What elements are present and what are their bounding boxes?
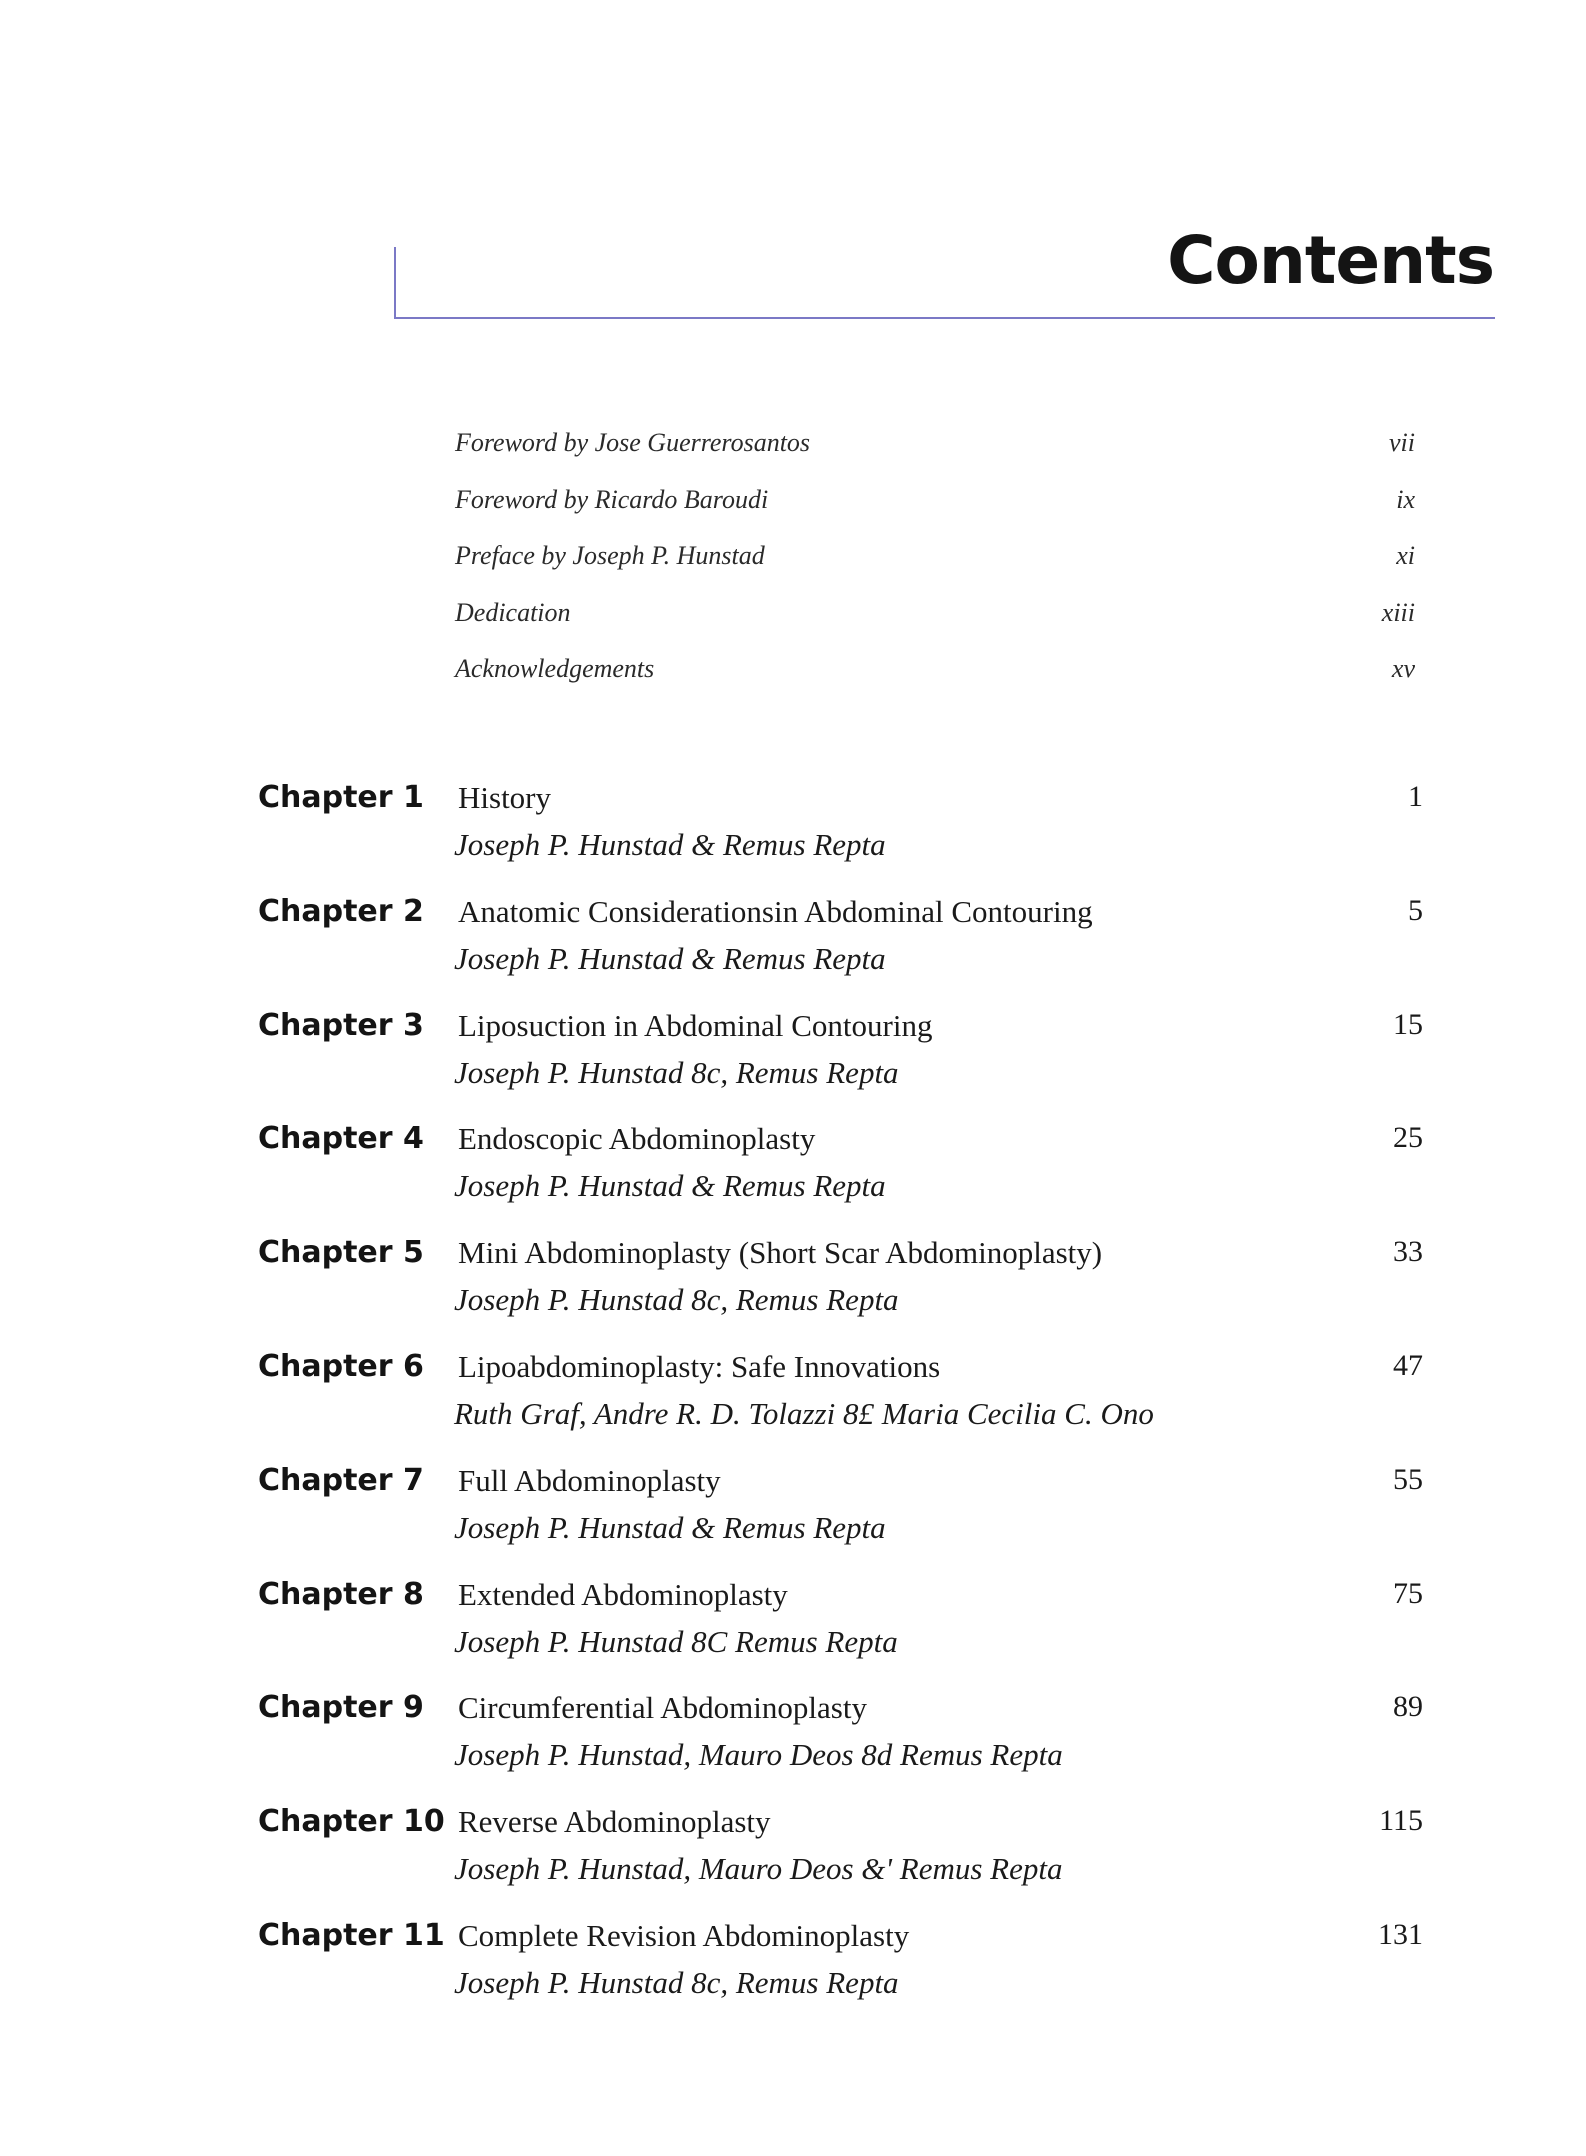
chapter-entry [258, 780, 1423, 894]
chapter-list [258, 780, 1423, 2032]
front-matter-list [455, 428, 1415, 711]
front-matter-title: Foreword by Ricardo Baroudi [455, 484, 769, 514]
header-rule-horizontal [394, 317, 1495, 319]
front-matter-page: xv [1391, 654, 1415, 683]
front-matter-title: Preface by Joseph P. Hunstad [455, 541, 765, 570]
chapter-label: Chapter 9 [258, 1690, 424, 1726]
chapter-page: 131 [1378, 1917, 1423, 1951]
chapter-page: 75 [1393, 1576, 1423, 1610]
front-matter-page: xiii [1381, 597, 1415, 627]
chapter-authors: Joseph P. Hunstad & Remus Repta [454, 1509, 886, 1545]
front-matter-item [455, 485, 1415, 542]
chapter-authors: Joseph P. Hunstad 8c, Remus Repta [454, 1054, 899, 1090]
chapter-page: 1 [1408, 780, 1423, 813]
chapter-entry [258, 1463, 1423, 1577]
chapter-page: 33 [1393, 1235, 1423, 1269]
front-matter-title: Foreword by Jose Guerrerosantos [455, 428, 811, 457]
chapter-label: Chapter 4 [258, 1121, 424, 1157]
front-matter-item [455, 654, 1415, 711]
chapter-label: Chapter 2 [258, 893, 424, 929]
front-matter-page: ix [1396, 484, 1415, 514]
chapter-authors: Joseph P. Hunstad 8c, Remus Repta [454, 1282, 899, 1318]
front-matter-title: Dedication [455, 597, 571, 627]
chapter-title: Reverse Abdominoplasty [458, 1804, 771, 1840]
chapter-page: 15 [1393, 1007, 1423, 1041]
chapter-authors: Joseph P. Hunstad 8C Remus Repta [454, 1623, 898, 1659]
chapter-authors: Joseph P. Hunstad & Remus Repta [454, 1168, 886, 1204]
front-matter-title: Acknowledgements [455, 654, 655, 683]
chapter-authors: Joseph P. Hunstad, Mauro Deos &' Remus Repta [454, 1851, 1063, 1887]
chapter-label: Chapter 10 [258, 1804, 445, 1840]
chapter-entry [258, 1349, 1423, 1463]
chapter-label: Chapter 5 [258, 1235, 424, 1271]
chapter-page: 5 [1408, 893, 1423, 927]
chapter-entry [258, 1235, 1423, 1349]
chapter-page: 47 [1393, 1348, 1423, 1382]
chapter-entry [258, 1918, 1423, 2032]
front-matter-item [455, 598, 1415, 655]
chapter-label: Chapter 6 [258, 1348, 424, 1384]
chapter-entry [258, 1804, 1423, 1918]
chapter-label: Chapter 11 [258, 1917, 445, 1953]
chapter-entry [258, 1008, 1423, 1122]
chapter-title: Circumferential Abdominoplasty [458, 1690, 867, 1726]
chapter-page: 115 [1379, 1804, 1423, 1838]
chapter-title: Lipoabdominoplasty: Safe Innovations [458, 1348, 941, 1384]
chapter-title: Complete Revision Abdominoplasty [458, 1917, 910, 1953]
chapter-authors: Joseph P. Hunstad 8c, Remus Repta [454, 1964, 899, 2000]
chapter-title: Mini Abdominoplasty (Short Scar Abdominoplasty) [458, 1235, 1103, 1271]
chapter-entry [258, 1121, 1423, 1235]
chapter-label: Chapter 3 [258, 1007, 424, 1043]
chapter-label: Chapter 7 [258, 1462, 424, 1498]
chapter-page: 55 [1393, 1462, 1423, 1496]
chapter-authors: Ruth Graf, Andre R. D. Tolazzi 8£ Maria Cecilia C. Ono [454, 1395, 1154, 1431]
chapter-title: Endoscopic Abdominoplasty [458, 1121, 816, 1157]
chapter-title: Anatomic Considerationsin Abdominal Contouring [458, 893, 1093, 929]
chapter-entry [258, 1690, 1423, 1804]
header-rule-vertical [394, 247, 396, 319]
chapter-label: Chapter 1 [258, 780, 424, 815]
chapter-page: 89 [1393, 1690, 1423, 1724]
chapter-page: 25 [1393, 1121, 1423, 1155]
chapter-authors: Joseph P. Hunstad, Mauro Deos 8d Remus Repta [454, 1737, 1063, 1773]
chapter-title: Full Abdominoplasty [458, 1462, 721, 1498]
chapter-title: Liposuction in Abdominal Contouring [458, 1007, 933, 1043]
front-matter-item [455, 541, 1415, 598]
chapter-authors: Joseph P. Hunstad & Remus Repta [454, 827, 886, 862]
chapter-label: Chapter 8 [258, 1576, 424, 1612]
front-matter-page: xi [1396, 541, 1415, 570]
chapter-entry [258, 1577, 1423, 1691]
chapter-entry [258, 894, 1423, 1008]
front-matter-item [455, 428, 1415, 485]
chapter-title: Extended Abdominoplasty [458, 1576, 788, 1612]
front-matter-page: vii [1389, 428, 1415, 457]
chapter-authors: Joseph P. Hunstad & Remus Repta [454, 940, 886, 976]
page-title: Contents [1167, 222, 1494, 299]
chapter-title: History [458, 780, 551, 815]
